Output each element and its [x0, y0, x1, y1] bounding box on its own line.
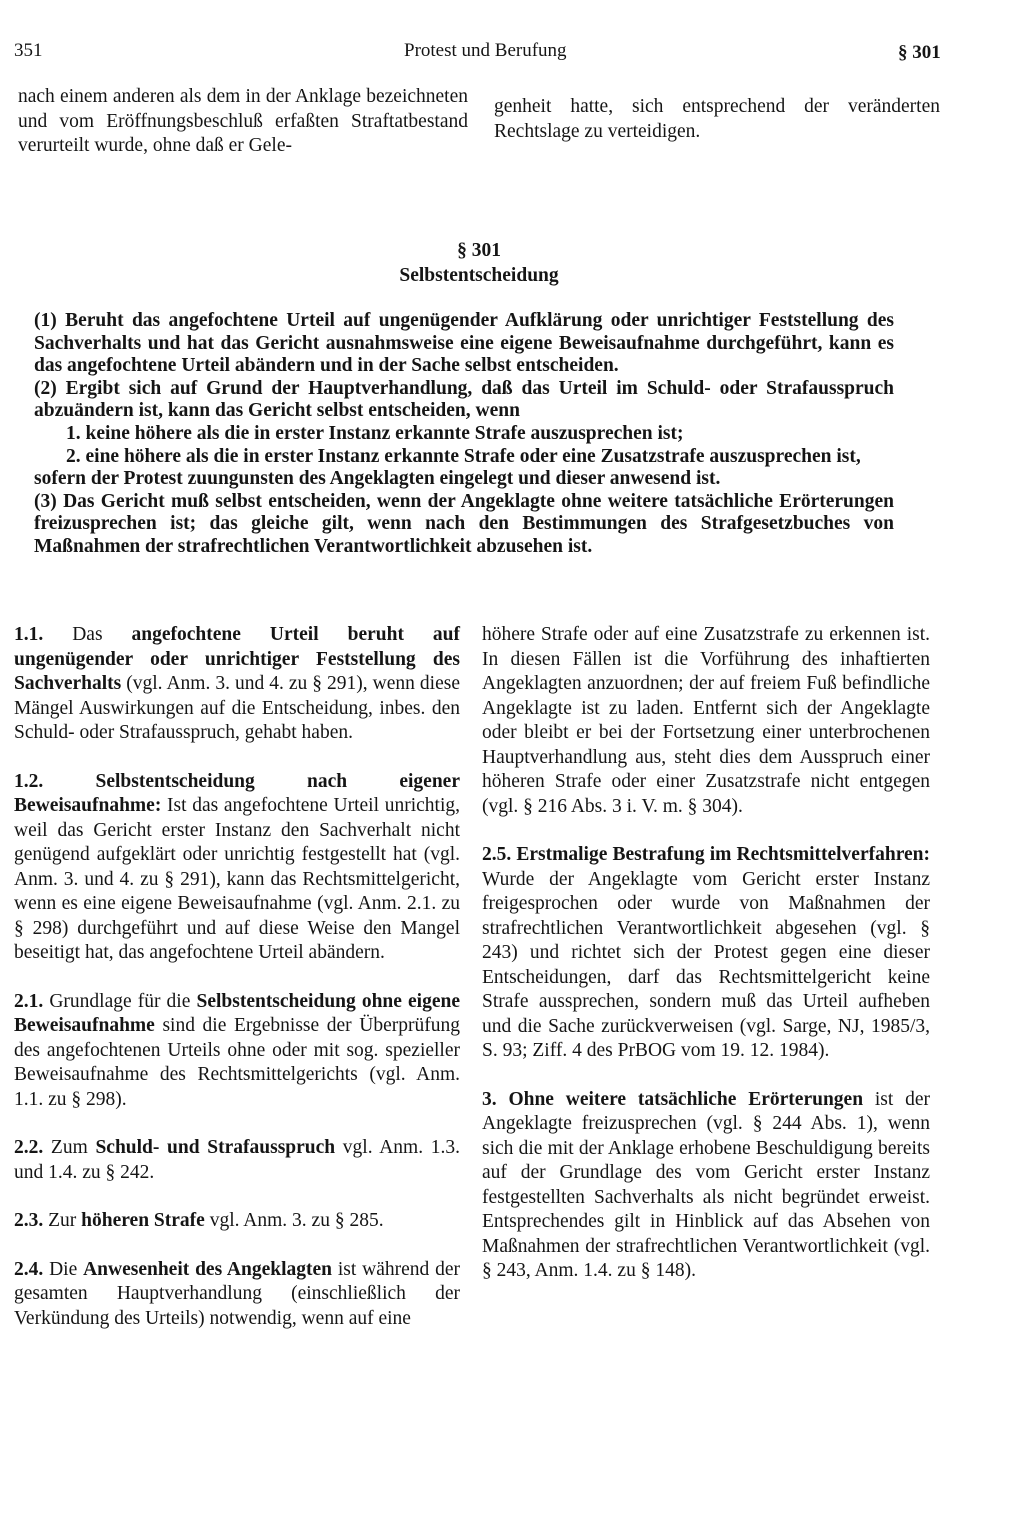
annotation-2-1: 2.1. Grundlage für die Selbstentscheidung ohne eigene Beweisaufnahme sind die Ergebnisse der Überprüfung des angefochtenen Urteils ohne oder mit sog. spezieller Beweisaufnahme des Rechtsmittelgerichts (vgl. Anm. 1.1. zu § 298). [14, 990, 460, 1110]
law-section-number: § 301 [457, 240, 501, 261]
annotation-1-2: 1.2. Selbstentscheidung nach eigener Beweisaufnahme: Ist das angefochtene Urteil unrichtig, weil das Gericht erster Instanz den Sachverhalt nicht genügend aufgeklärt oder unrichtig festgestellt hat (vgl. Anm. 3. und 4. zu § 291), kann das Rechtsmittelgericht, wenn es eine eigene Beweisaufnahme (vgl. Anm. 2.1. zu § 298) durchgeführt und auf diese Weise den Mangel beseitigt hat, das angefochtene Urteil abändern. [14, 770, 460, 963]
law-section-title: Selbstentscheidung [399, 265, 559, 286]
annotation-2-5: 2.5. Erstmalige Bestrafung im Rechtsmittelverfahren: Wurde der Angeklagte vom Gericht erster Instanz freigesprochen oder wurde von Maßnahmen der strafrechtlichen Verantwortlichkeit abgesehen (vgl. § 243) und richtet sich der Protest gegen eine dieser Entscheidungen, darf das Rechtsmittelgericht keine Strafe aussprechen, sondern muß das Urteil aufheben und die Sache zurückverweisen (vgl. Sarge, NJ, 1985/3, S. 93; Ziff. 4 des PrBOG vom 19. 12. 1984). [482, 844, 930, 1061]
law-text [34, 310, 894, 559]
annotation-2-2: 2.2. Zum Schuld- und Strafausspruch vgl. Anm. 1.3. und 1.4. zu § 242. [14, 1137, 460, 1183]
law-paragraph-2: (2) Ergibt sich auf Grund der Hauptverhandlung, daß das Urteil im Schuld- oder Strafausspruch abzuändern ist, kann das Gericht selbst entscheiden, wenn [34, 377, 894, 422]
law-paragraph-3: (3) Das Gericht muß selbst entscheiden, wenn der Angeklagte ohne weitere tatsächliche Erörterungen freizusprechen ist; das gleiche gilt, wenn nach den Bestimmungen des Strafgesetzbuches von Maßnahmen der strafrechtlichen Verantwortlichkeit abzusehen ist. [34, 490, 894, 557]
law-item-1: 1. keine höhere als die in erster Instanz erkannte Strafe auszusprechen ist; [66, 422, 684, 444]
annotation-2-4-continuation: höhere Strafe oder auf eine Zusatzstrafe zu erkennen ist. In diesen Fällen ist die Vorführung des inhaftierten Angeklagten anzuordnen; der auf freiem Fuß befindliche Angeklagte ist zu laden. Entfernt sich der Angeklagte oder bleibt er bei der Fortsetzung einer unterbrochenen Hauptverhandlung aus, steht dies dem Ausspruch einer höheren Strafe oder einer Zusatzstrafe nicht entgegen (vgl. § 216 Abs. 3 i. V. m. § 304). [482, 624, 930, 817]
law-heading [0, 238, 958, 288]
law-item-2-continuation: sofern der Protest zuungunsten des Angeklagten eingelegt und dieser anwesend ist. [34, 468, 721, 490]
annotations-left-column [14, 623, 460, 1355]
law-paragraph-1: (1) Beruht das angefochtene Urteil auf ungenügender Aufklärung oder unrichtiger Feststellung des Sachverhalts und hat das Gericht ausnahmsweise eine eigene Beweisaufnahme durchgeführt, kann es das angefochtene Urteil abändern und in der Sache selbst entscheiden. [34, 310, 894, 377]
annotation-3: 3. Ohne weitere tatsächliche Erörterungen ist der Angeklagte freizusprechen (vgl. § 244 Abs. 1), wenn sich die mit der Anklage erhobene Beschuldigung bereits auf der Grundlage des vom Gericht erster Instanz festgestellten Sachverhalts als nicht begründet erweist. Entsprechendes gilt in Hinblick auf das Absehen von Maßnahmen der strafrechtlichen Verantwortlichkeit (vgl. § 243, Anm. 1.4. zu § 148). [482, 1088, 930, 1281]
page-header [14, 40, 944, 70]
carryover-text-left: nach einem anderen als dem in der Anklage bezeichneten und vom Eröffnungsbeschluß erfaßten Straftatbestand verurteilt wurde, ohne daß er Gele- [18, 86, 468, 157]
running-title: Protest und Berufung [404, 40, 567, 61]
law-item-2: 2. eine höhere als die in erster Instanz erkannte Strafe oder eine Zusatzstrafe auszusprechen ist, [66, 445, 861, 467]
carryover-text-right: genheit hatte, sich entsprechend der veränderten Rechtslage zu verteidigen. [494, 96, 940, 142]
annotation-2-4: 2.4. Die Anwesenheit des Angeklagten ist während der gesamten Hauptverhandlung (einschließlich der Verkündung des Urteils) notwendig, wenn auf eine [14, 1258, 460, 1329]
annotation-1-1: 1.1. Das angefochtene Urteil beruht auf ungenügender oder unrichtiger Feststellung des Sachverhalts (vgl. Anm. 3. und 4. zu § 291), wenn diese Mängel Auswirkungen auf die Entscheidung, inbes. den Schuld- oder Strafausspruch, gehabt haben. [14, 624, 460, 743]
annotation-2-3: 2.3. Zur höheren Strafe vgl. Anm. 3. zu § 285. [14, 1210, 384, 1231]
page-number: 351 [14, 40, 43, 61]
header-section: § 301 [898, 42, 941, 63]
annotations-right-column [482, 623, 930, 1308]
